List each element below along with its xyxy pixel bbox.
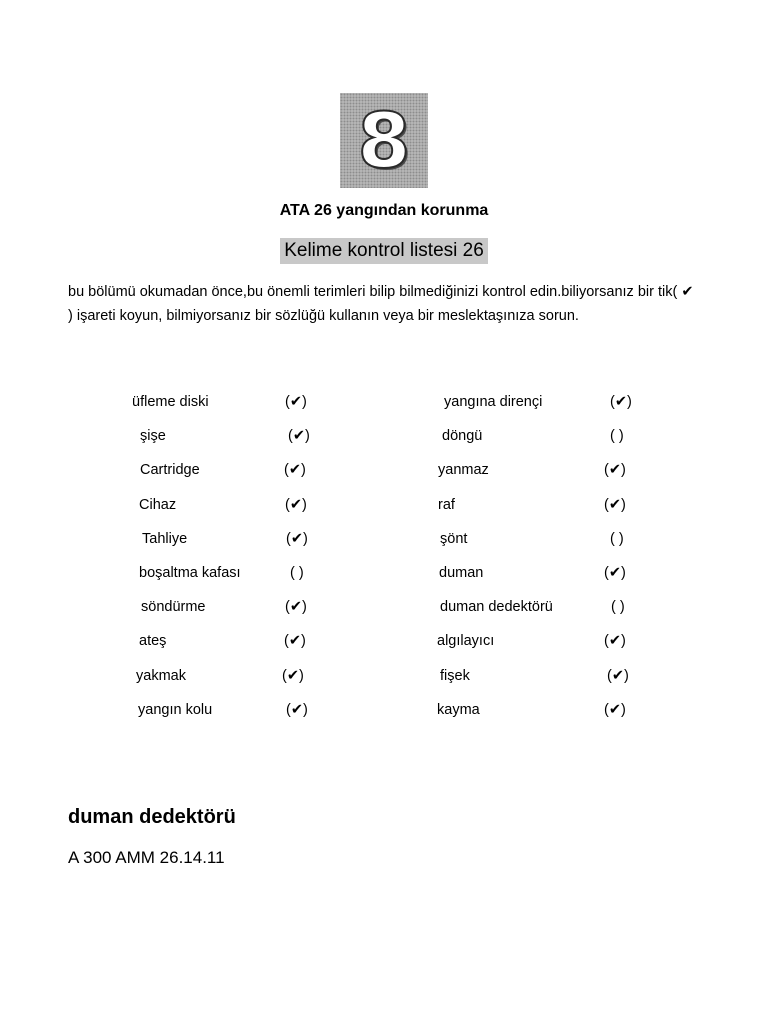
check-mark: (✔): [288, 428, 310, 445]
intro-paragraph: bu bölümü okumadan önce,bu önemli terimleri bilip bilmediğinizi kontrol edin.biliyorsanız bir tik( ✔ ) işareti koyun, bilmiyorsanız bir sözlüğü kullanın veya bir meslektaşınıza sorun.: [68, 284, 694, 324]
chapter-number-badge: [340, 93, 428, 188]
check-mark: (✔): [285, 394, 307, 410]
check-mark: ( ): [290, 564, 304, 581]
subtitle-wrapper: [0, 238, 768, 264]
check-mark: ( ): [611, 599, 625, 616]
term-label: şönt: [440, 530, 468, 547]
check-mark: (✔): [604, 564, 626, 581]
check-mark: (✔): [284, 633, 306, 650]
term-label: Cartridge: [140, 462, 200, 479]
check-mark: (✔): [285, 496, 307, 513]
check-mark: (✔): [286, 701, 308, 718]
term-label: üfleme diski: [132, 394, 209, 410]
checklist-row: [0, 394, 768, 428]
check-mark: (✔): [286, 530, 308, 547]
term-label: Cihaz: [139, 496, 177, 513]
term-label: yakmak: [136, 667, 186, 684]
check-mark: ( ): [610, 428, 624, 445]
term-label: kayma: [437, 701, 480, 718]
checklist-row: [0, 565, 768, 599]
term-label: algılayıcı: [437, 633, 495, 650]
page-subtitle: Kelime kontrol listesi 26: [280, 238, 488, 264]
checklist-row: [0, 668, 768, 702]
checklist-row: [0, 462, 768, 496]
check-mark: (✔): [607, 667, 629, 684]
checklist-row: [0, 599, 768, 633]
section-heading: duman dedektörü: [68, 806, 236, 828]
check-mark: ( ): [610, 530, 624, 547]
term-label: boşaltma kafası: [139, 564, 241, 581]
term-label: döngü: [442, 428, 483, 445]
checklist-row: [0, 633, 768, 667]
term-label: raf: [438, 496, 455, 513]
checklist-row: [0, 497, 768, 531]
check-mark: (✔): [282, 667, 304, 684]
term-label: Tahliye: [142, 530, 188, 547]
checklist-row: [0, 531, 768, 565]
term-label: duman dedektörü: [440, 599, 553, 616]
section-reference: A 300 AMM 26.14.11: [68, 848, 225, 867]
chapter-number: 8: [357, 95, 411, 185]
term-label: fişek: [440, 667, 470, 684]
checklist-row: [0, 702, 768, 736]
term-label: yanmaz: [438, 462, 489, 479]
term-label: söndürme: [141, 599, 206, 616]
check-mark: (✔): [284, 462, 306, 479]
term-label: şişe: [140, 428, 166, 445]
term-label: ateş: [139, 633, 167, 650]
term-label: yangına dirençi: [444, 394, 543, 410]
check-mark: (✔): [604, 701, 626, 718]
page-title: ATA 26 yangından korunma: [279, 202, 489, 219]
check-mark: (✔): [285, 599, 307, 616]
checklist-row: [0, 428, 768, 462]
term-label: yangın kolu: [138, 701, 213, 718]
check-mark: (✔): [604, 462, 626, 479]
term-label: duman: [439, 564, 484, 581]
check-mark: (✔): [604, 633, 626, 650]
check-mark: (✔): [610, 394, 632, 410]
term-checklist: [0, 394, 768, 736]
check-mark: (✔): [604, 496, 626, 513]
